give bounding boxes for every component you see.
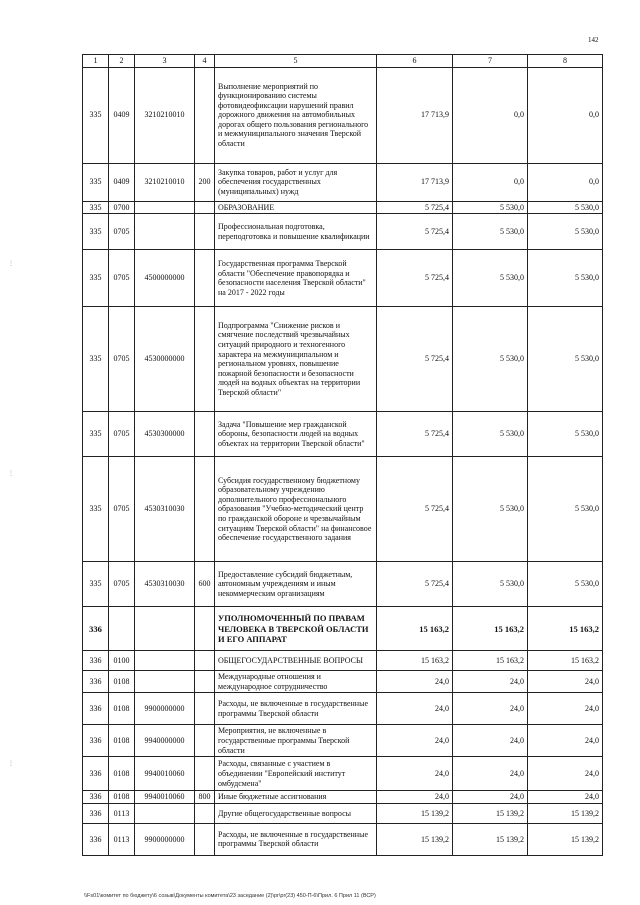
section-cell: 0108 <box>109 671 135 693</box>
description-cell: Государственная программа Тверской области "Обеспечение правопорядка и безопасности населения Тверской области" на 2017 - 2022 годы <box>215 250 377 307</box>
target-cell: 9940010060 <box>135 757 195 791</box>
page-number: 142 <box>588 36 599 44</box>
amount-2023-cell: 5 530,0 <box>528 201 603 214</box>
code-cell: 335 <box>83 163 109 201</box>
section-cell: 0100 <box>109 651 135 671</box>
target-cell: 4530000000 <box>135 307 195 412</box>
amount-2021-cell: 24,0 <box>377 757 453 791</box>
code-cell: 335 <box>83 201 109 214</box>
type-cell <box>195 214 215 250</box>
amount-2021-cell: 5 725,4 <box>377 201 453 214</box>
amount-2023-cell: 15 139,2 <box>528 823 603 855</box>
type-cell: 600 <box>195 562 215 607</box>
amount-2022-cell: 15 139,2 <box>453 823 528 855</box>
type-cell <box>195 457 215 562</box>
amount-2021-cell: 24,0 <box>377 671 453 693</box>
target-cell: 9940010060 <box>135 791 195 804</box>
section-cell: 0409 <box>109 163 135 201</box>
amount-2021-cell: 15 139,2 <box>377 823 453 855</box>
code-cell: 335 <box>83 250 109 307</box>
section-cell: 0409 <box>109 67 135 163</box>
code-cell: 336 <box>83 725 109 757</box>
type-cell <box>195 671 215 693</box>
target-cell: 4530310030 <box>135 562 195 607</box>
target-cell: 4530300000 <box>135 412 195 457</box>
code-cell: 336 <box>83 803 109 823</box>
code-cell: 336 <box>83 651 109 671</box>
amount-2022-cell: 15 139,2 <box>453 803 528 823</box>
type-cell <box>195 651 215 671</box>
amount-2021-cell: 5 725,4 <box>377 457 453 562</box>
amount-2023-cell: 5 530,0 <box>528 214 603 250</box>
amount-2021-cell: 15 139,2 <box>377 803 453 823</box>
type-cell <box>195 250 215 307</box>
amount-2021-cell: 15 163,2 <box>377 651 453 671</box>
table-row <box>83 412 603 457</box>
header-cell: 6 <box>377 55 453 68</box>
target-cell: 9940000000 <box>135 725 195 757</box>
description-cell: Задача "Повышение мер гражданской обороны, безопасности людей на водных объектах на территории Тверской области" <box>215 412 377 457</box>
description-cell: Расходы, не включенные в государственные программы Тверской области <box>215 823 377 855</box>
amount-2023-cell: 0,0 <box>528 163 603 201</box>
amount-2021-cell: 5 725,4 <box>377 250 453 307</box>
amount-2021-cell: 5 725,4 <box>377 307 453 412</box>
table-row <box>83 823 603 855</box>
target-cell: 4530310030 <box>135 457 195 562</box>
type-cell <box>195 607 215 651</box>
header-row <box>83 55 603 68</box>
type-cell <box>195 725 215 757</box>
margin-mark: ⋮ <box>8 761 14 767</box>
amount-2022-cell: 5 530,0 <box>453 412 528 457</box>
table-row <box>83 307 603 412</box>
amount-2023-cell: 24,0 <box>528 791 603 804</box>
amount-2022-cell: 5 530,0 <box>453 562 528 607</box>
amount-2023-cell: 5 530,0 <box>528 562 603 607</box>
code-cell: 335 <box>83 562 109 607</box>
code-cell: 336 <box>83 693 109 725</box>
table-row <box>83 693 603 725</box>
amount-2021-cell: 15 163,2 <box>377 607 453 651</box>
amount-2022-cell: 5 530,0 <box>453 307 528 412</box>
amount-2021-cell: 5 725,4 <box>377 214 453 250</box>
section-cell: 0705 <box>109 250 135 307</box>
type-cell <box>195 693 215 725</box>
table-row <box>83 562 603 607</box>
amount-2021-cell: 5 725,4 <box>377 412 453 457</box>
amount-2023-cell: 15 163,2 <box>528 651 603 671</box>
description-cell: Международные отношения и международное сотрудничество <box>215 671 377 693</box>
amount-2022-cell: 24,0 <box>453 725 528 757</box>
section-cell: 0108 <box>109 791 135 804</box>
amount-2021-cell: 24,0 <box>377 725 453 757</box>
code-cell: 335 <box>83 457 109 562</box>
amount-2021-cell: 17 713,9 <box>377 163 453 201</box>
header-cell: 2 <box>109 55 135 68</box>
type-cell <box>195 803 215 823</box>
amount-2023-cell: 15 163,2 <box>528 607 603 651</box>
amount-2023-cell: 15 139,2 <box>528 803 603 823</box>
budget-table <box>82 54 603 856</box>
section-cell: 0705 <box>109 214 135 250</box>
amount-2023-cell: 24,0 <box>528 693 603 725</box>
type-cell: 200 <box>195 163 215 201</box>
amount-2023-cell: 24,0 <box>528 671 603 693</box>
amount-2022-cell: 24,0 <box>453 671 528 693</box>
amount-2023-cell: 0,0 <box>528 67 603 163</box>
table-row <box>83 651 603 671</box>
description-cell: ОБЩЕГОСУДАРСТВЕННЫЕ ВОПРОСЫ <box>215 651 377 671</box>
amount-2023-cell: 24,0 <box>528 757 603 791</box>
type-cell: 800 <box>195 791 215 804</box>
description-cell: Расходы, не включенные в государственные программы Тверской области <box>215 693 377 725</box>
amount-2022-cell: 24,0 <box>453 693 528 725</box>
target-cell: 4500000000 <box>135 250 195 307</box>
amount-2023-cell: 5 530,0 <box>528 412 603 457</box>
amount-2023-cell: 5 530,0 <box>528 457 603 562</box>
amount-2021-cell: 24,0 <box>377 693 453 725</box>
code-cell: 335 <box>83 412 109 457</box>
type-cell <box>195 757 215 791</box>
table-row <box>83 163 603 201</box>
table-row <box>83 250 603 307</box>
table-body <box>83 55 603 856</box>
header-cell: 4 <box>195 55 215 68</box>
amount-2022-cell: 5 530,0 <box>453 457 528 562</box>
header-cell: 8 <box>528 55 603 68</box>
description-cell: ОБРАЗОВАНИЕ <box>215 201 377 214</box>
table-row <box>83 725 603 757</box>
description-cell: Подпрограмма "Снижение рисков и смягчение последствий чрезвычайных ситуаций природного и техногенного характера на межмуниципальном и региональном уровнях, повышение пожарной безопасности и безопасности людей на водных объектах на территории Тверской области" <box>215 307 377 412</box>
section-cell: 0705 <box>109 562 135 607</box>
amount-2022-cell: 24,0 <box>453 791 528 804</box>
description-cell: УПОЛНОМОЧЕННЫЙ ПО ПРАВАМ ЧЕЛОВЕКА В ТВЕРСКОЙ ОБЛАСТИ И ЕГО АППАРАТ <box>215 607 377 651</box>
type-cell <box>195 412 215 457</box>
description-cell: Субсидия государственному бюджетному образовательному учреждению дополнительного профессионального образования "Учебно-методический центр по гражданской обороне и чрезвычайным ситуациям Тверской области" на финансовое обеспечение государственного задания <box>215 457 377 562</box>
code-cell: 336 <box>83 671 109 693</box>
target-cell <box>135 607 195 651</box>
target-cell <box>135 671 195 693</box>
table-row <box>83 457 603 562</box>
section-cell: 0113 <box>109 823 135 855</box>
margin-mark: ⋮ <box>8 261 14 267</box>
section-cell: 0108 <box>109 693 135 725</box>
code-cell: 335 <box>83 307 109 412</box>
amount-2023-cell: 24,0 <box>528 725 603 757</box>
section-cell: 0108 <box>109 757 135 791</box>
description-cell: Профессиональная подготовка, переподготовка и повышение квалификации <box>215 214 377 250</box>
amount-2021-cell: 5 725,4 <box>377 562 453 607</box>
amount-2022-cell: 24,0 <box>453 757 528 791</box>
code-cell: 336 <box>83 823 109 855</box>
code-cell: 335 <box>83 214 109 250</box>
amount-2021-cell: 17 713,9 <box>377 67 453 163</box>
amount-2023-cell: 5 530,0 <box>528 307 603 412</box>
description-cell: Расходы, связанные с участием в объединении "Европейский институт омбудсмена" <box>215 757 377 791</box>
type-cell <box>195 67 215 163</box>
target-cell <box>135 651 195 671</box>
section-cell: 0705 <box>109 307 135 412</box>
target-cell: 3210210010 <box>135 67 195 163</box>
description-cell: Мероприятия, не включенные в государственные программы Тверской области <box>215 725 377 757</box>
table-row <box>83 803 603 823</box>
table-row <box>83 201 603 214</box>
description-cell: Закупка товаров, работ и услуг для обеспечения государственных (муниципальных) нужд <box>215 163 377 201</box>
amount-2022-cell: 0,0 <box>453 67 528 163</box>
header-cell: 7 <box>453 55 528 68</box>
table-row <box>83 214 603 250</box>
target-cell <box>135 214 195 250</box>
type-cell <box>195 307 215 412</box>
section-cell: 0113 <box>109 803 135 823</box>
description-cell: Выполнение мероприятий по функционированию системы фотовидеофиксации нарушений правил дорожного движения на автомобильных дорогах общего пользования регионального и межмуниципального значения Тверской области <box>215 67 377 163</box>
target-cell: 3210210010 <box>135 163 195 201</box>
target-cell <box>135 201 195 214</box>
target-cell <box>135 803 195 823</box>
header-cell: 5 <box>215 55 377 68</box>
amount-2021-cell: 24,0 <box>377 791 453 804</box>
header-cell: 1 <box>83 55 109 68</box>
file-path-footer: \\Fs01\комитет по бюджету\6 созыв\Документы комитета\23 заседание (2)\pr\pr(23) 450-П-6\Прил. 6 Прил 11 (ВСР) <box>84 893 376 899</box>
section-cell <box>109 607 135 651</box>
code-cell: 336 <box>83 791 109 804</box>
section-cell: 0108 <box>109 725 135 757</box>
section-cell: 0705 <box>109 457 135 562</box>
amount-2022-cell: 5 530,0 <box>453 201 528 214</box>
header-cell: 3 <box>135 55 195 68</box>
code-cell: 335 <box>83 67 109 163</box>
amount-2022-cell: 0,0 <box>453 163 528 201</box>
amount-2022-cell: 5 530,0 <box>453 250 528 307</box>
code-cell: 336 <box>83 607 109 651</box>
type-cell <box>195 823 215 855</box>
table-row <box>83 757 603 791</box>
table-row <box>83 607 603 651</box>
type-cell <box>195 201 215 214</box>
table-row <box>83 671 603 693</box>
description-cell: Предоставление субсидий бюджетным, автономным учреждениям и иным некоммерческим организациям <box>215 562 377 607</box>
code-cell: 336 <box>83 757 109 791</box>
amount-2022-cell: 15 163,2 <box>453 607 528 651</box>
description-cell: Другие общегосударственные вопросы <box>215 803 377 823</box>
description-cell: Иные бюджетные ассигнования <box>215 791 377 804</box>
table-row <box>83 67 603 163</box>
amount-2022-cell: 15 163,2 <box>453 651 528 671</box>
amount-2023-cell: 5 530,0 <box>528 250 603 307</box>
table-row <box>83 791 603 804</box>
section-cell: 0700 <box>109 201 135 214</box>
target-cell: 9900000000 <box>135 693 195 725</box>
target-cell: 9900000000 <box>135 823 195 855</box>
amount-2022-cell: 5 530,0 <box>453 214 528 250</box>
margin-mark: ⋮ <box>8 471 14 477</box>
section-cell: 0705 <box>109 412 135 457</box>
